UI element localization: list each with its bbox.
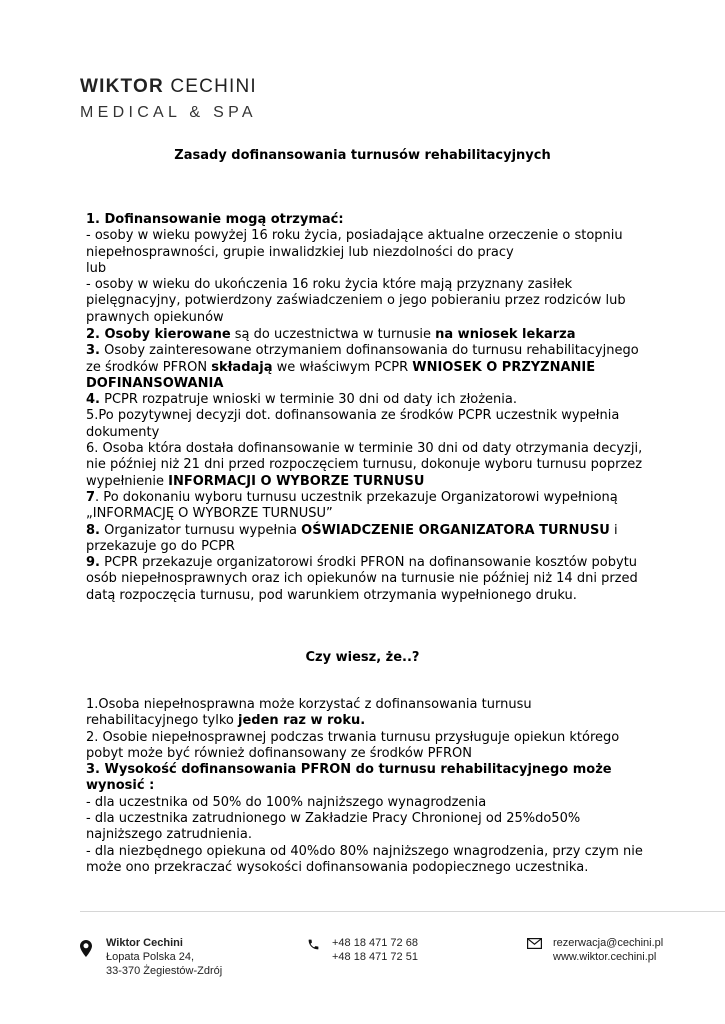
facts-section bbox=[86, 697, 646, 876]
procedure-step-6: 6. Osoba która dostała dofinansowanie w terminie 30 dni od daty otrzymania decyzji, nie później niż 21 dni przed rozpoczęciem turnusu, dokonuje wyboru turnusu poprzez wypełnienie INFORMACJI O WYBORZE TURNUSU bbox=[86, 441, 643, 489]
procedure-step-4: 4. PCPR rozpatruje wnioski w terminie 30 dni od daty ich złożenia. bbox=[86, 392, 517, 408]
fact-1: 1.Osoba niepełnosprawna może korzystać z dofinansowania turnusu rehabilitacyjnego tylko jeden raz w roku. bbox=[86, 697, 532, 729]
envelope-icon bbox=[527, 938, 542, 949]
footer-phone-2[interactable]: +48 18 471 72 51 bbox=[332, 951, 418, 963]
fact-3-heading: 3. Wysokość dofinansowania PFRON do turnusu rehabilitacyjnego może wynosić : bbox=[86, 762, 612, 794]
footer-company-name: Wiktor Cechini bbox=[106, 937, 183, 949]
brand-logo bbox=[80, 76, 257, 122]
eligibility-or: lub bbox=[86, 260, 107, 276]
procedure-section bbox=[86, 327, 646, 604]
procedure-step-9: 9. PCPR przekazuje organizatorowi środki PFRON na dofinansowanie kosztów pobytu osób niepełnosprawnych oraz ich opiekunów na turnusie nie później niż 14 dni przed datą rozpoczęcia turnusu, pod warunkiem otrzymania wypełnionego druku. bbox=[86, 555, 638, 603]
logo-subtitle: MEDICAL & SPA bbox=[80, 104, 257, 121]
footer-street: Łopata Polska 24, bbox=[106, 951, 195, 963]
footer-phones bbox=[332, 936, 418, 964]
fact-3-item-1: - dla uczestnika od 50% do 100% najniższego wynagrodzenia bbox=[86, 794, 487, 810]
footer-divider bbox=[80, 911, 725, 912]
fact-3-item-3: - dla niezbędnego opiekuna od 40%do 80% najniższego wnagrodzenia, przy czym nie może ono przekraczać wysokości dofinansowania podopiecznego uczestnika. bbox=[86, 843, 643, 875]
footer-address bbox=[106, 936, 222, 978]
phone-icon bbox=[307, 938, 320, 951]
did-you-know-heading: Czy wiesz, że..? bbox=[305, 650, 420, 665]
procedure-step-3: 3. Osoby zainteresowane otrzymaniem dofinansowania do turnusu rehabilitacyjnego ze środków PFRON składają we właściwym PCPR WNIOSEK O PRZYZNANIE DOFINANSOWANIA bbox=[86, 343, 639, 391]
eligibility-line-1: - osoby w wieku powyżej 16 roku życia, posiadające aktualne orzeczenie o stopniu niepełnosprawności, grupie inwalidzkiej lub niezdolności do pracy bbox=[86, 228, 623, 260]
footer-email[interactable]: rezerwacja@cechini.pl bbox=[553, 937, 664, 949]
footer-city: 33-370 Żegiestów-Zdrój bbox=[106, 965, 223, 977]
procedure-step-5: 5.Po pozytywnej decyzji dot. dofinansowania ze środków PCPR uczestnik wypełnia dokumenty bbox=[86, 408, 620, 440]
logo-wordmark: WIKTOR CECHINI bbox=[80, 76, 257, 97]
procedure-step-7: 7. Po dokonaniu wyboru turnusu uczestnik przekazuje Organizatorowi wypełnioną „INFORMACJĘ O WYBORZE TURNUSU” bbox=[86, 489, 618, 522]
footer-phone-1[interactable]: +48 18 471 72 68 bbox=[332, 937, 418, 949]
eligibility-heading: 1. Dofinansowanie mogą otrzymać: bbox=[86, 212, 344, 227]
footer-contact bbox=[553, 936, 663, 964]
eligibility-line-2: - osoby w wieku do ukończenia 16 roku życia które mają przyznany zasiłek pielęgnacyjny, potwierdzony zaświadczeniem o jego pobieraniu przez rodziców lub prawnych opiekunów bbox=[86, 277, 626, 325]
fact-3-item-2: - dla uczestnika zatrudnionego w Zakładzie Pracy Chronionej od 25%do50% najniższego zatrudnienia. bbox=[86, 811, 581, 843]
eligibility-section bbox=[86, 212, 646, 326]
fact-2: 2. Osobie niepełnosprawnej podczas trwania turnusu przysługuje opiekun którego pobyt może być również dofinansowany ze środków PFRON bbox=[86, 729, 620, 761]
footer-website[interactable]: www.wiktor.cechini.pl bbox=[553, 951, 657, 963]
document-title: Zasady dofinansowania turnusów rehabilitacyjnych bbox=[174, 148, 551, 163]
procedure-step-8: 8. Organizator turnusu wypełnia OŚWIADCZENIE ORGANIZATORA TURNUSU i przekazuje go do PCPR bbox=[86, 522, 618, 554]
map-pin-icon bbox=[80, 940, 92, 957]
procedure-step-2: 2. Osoby kierowane są do uczestnictwa w turnusie na wniosek lekarza bbox=[86, 327, 576, 342]
